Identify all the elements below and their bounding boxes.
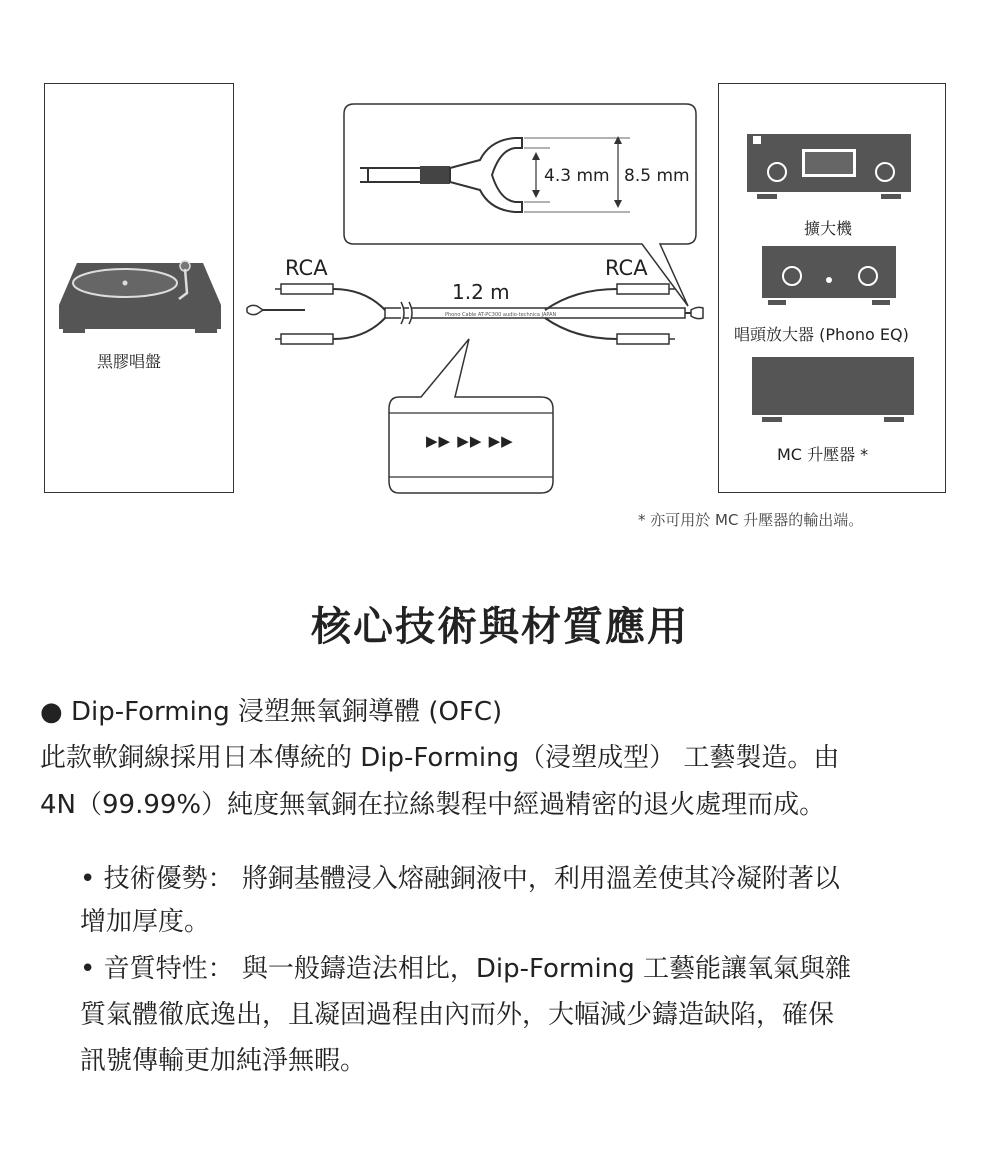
heading-bullet-icon: ● [40, 697, 63, 727]
phono-eq-icon [760, 244, 900, 308]
direction-arrows: ▶▶ ▶▶ ▶▶ [426, 432, 514, 450]
spade-outer-dimension: 8.5 mm [624, 166, 690, 186]
mc-step-up-label: MC 升壓器 * [777, 445, 869, 464]
print-callout [385, 335, 557, 497]
rca-right-label: RCA [605, 256, 648, 280]
heading-text: Dip-Forming 浸塑無氧銅導體 (OFC) [70, 697, 503, 727]
point-2-line-2: 質氣體徹底逸出，且凝固過程由內而外，大幅減少鑄造缺陷，確保 [80, 1000, 835, 1030]
cable-length-label: 1.2 m [452, 280, 510, 304]
turntable-label: 黑膠唱盤 [97, 352, 162, 371]
intro-line-2: 4N（99.99%）純度無氧銅在拉絲製程中經過精密的退火處理而成。 [40, 790, 826, 820]
footnote: * 亦可用於 MC 升壓器的輸出端。 [638, 511, 864, 529]
section-title: 核心技術與材質應用 [311, 604, 689, 650]
spade-inner-dimension: 4.3 mm [544, 166, 610, 186]
mc-step-up-icon [750, 355, 916, 427]
amplifier-label: 擴大機 [804, 219, 853, 238]
turntable-icon [55, 255, 225, 335]
rca-left-label: RCA [285, 256, 328, 280]
point-1-line-1: • 技術優勢： 將銅基體浸入熔融銅液中，利用溫差使其冷凝附著以 [80, 864, 840, 894]
amplifier-icon [745, 132, 915, 204]
phono-eq-label: 唱頭放大器 (Phono EQ) [734, 325, 909, 344]
heading-line [40, 693, 502, 731]
svg-text:Phono Cable AT-PC300 audio-t: Phono Cable AT-PC300 audio-technica JAPAN [445, 312, 557, 318]
point-1-line-2: 增加厚度。 [80, 907, 211, 937]
point-2-line-1: • 音質特性： 與一般鑄造法相比，Dip-Forming 工藝能讓氧氣與雜 [80, 954, 851, 984]
intro-line-1: 此款軟銅線採用日本傳統的 Dip-Forming（浸塑成型） 工藝製造。由 [40, 743, 840, 773]
point-2-line-3: 訊號傳輸更加純淨無暇。 [80, 1046, 367, 1076]
